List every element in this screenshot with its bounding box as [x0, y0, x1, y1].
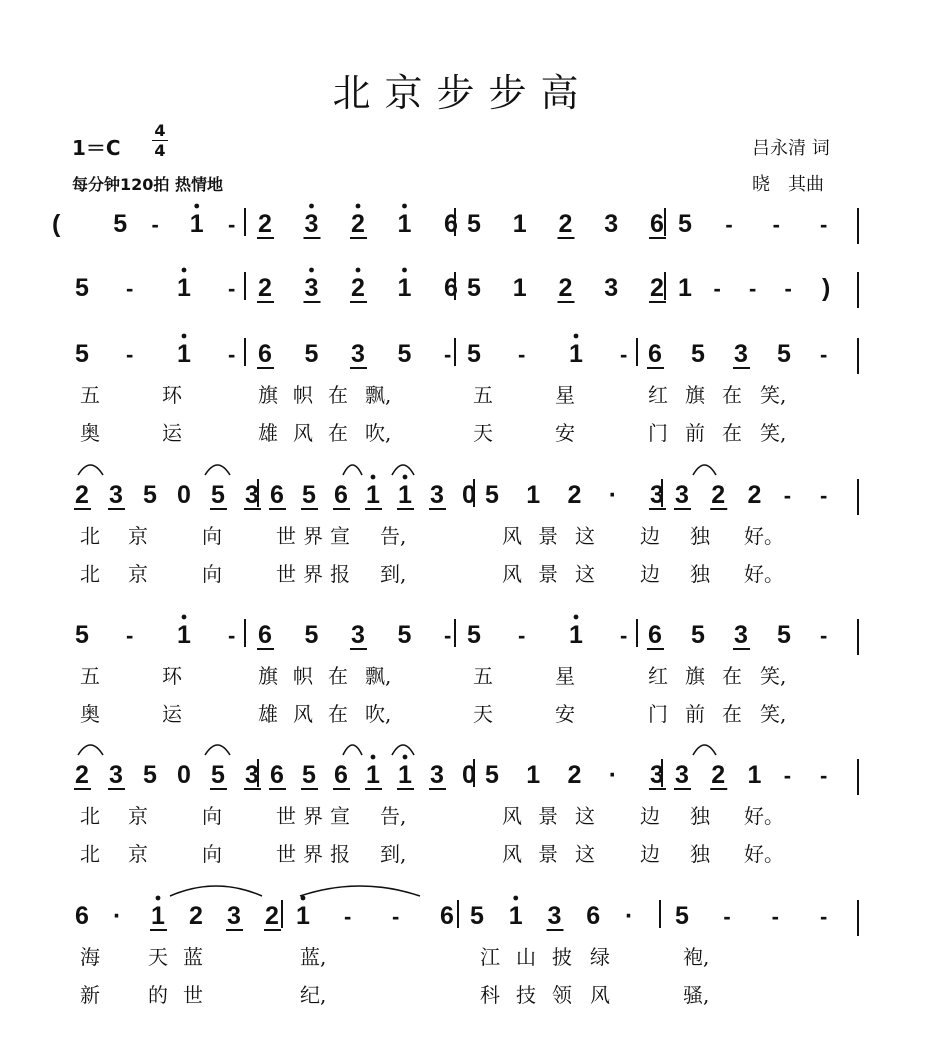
- lyric-word: 独: [690, 804, 710, 828]
- lyric-word: 蓝: [183, 945, 203, 969]
- lyric-word: 吹,: [365, 702, 392, 726]
- note: 3: [227, 902, 241, 930]
- lyric-word: 天: [473, 421, 493, 445]
- sustain-dash: -: [783, 483, 792, 508]
- note: 5: [211, 481, 225, 509]
- lyric-word: 到,: [380, 842, 407, 866]
- note: 1: [397, 274, 412, 302]
- note: 5: [691, 621, 705, 649]
- note: 6: [270, 481, 284, 509]
- lyric-word: 绿: [590, 945, 610, 969]
- lyric-word: 飘,: [365, 664, 392, 688]
- lyric-word: 在: [722, 383, 742, 407]
- lyric-word: 报: [330, 842, 350, 866]
- key-signature: 1＝C: [72, 136, 121, 160]
- sustain-dash: -: [228, 212, 236, 237]
- lyric-word: 边: [640, 524, 660, 548]
- lyric-word: 技: [516, 983, 536, 1007]
- lyric-word: 这: [575, 524, 595, 548]
- note: 3: [245, 761, 259, 789]
- sustain-dash: -: [620, 623, 628, 648]
- sustain-dash: -: [518, 623, 526, 648]
- note: 3: [430, 761, 444, 789]
- note: 1: [569, 340, 583, 368]
- note: 5: [467, 621, 481, 649]
- sustain-dash: -: [771, 904, 779, 929]
- note: 6: [648, 621, 662, 649]
- lyric-word: 边: [640, 562, 660, 586]
- lyric-word: 前: [685, 702, 705, 726]
- note: 2: [75, 481, 89, 509]
- octave-dot: [356, 268, 361, 273]
- lyric-word: 五: [473, 383, 493, 407]
- slur-arc: [343, 465, 362, 475]
- note: 5: [470, 902, 484, 930]
- lyric-word: 安: [555, 421, 575, 445]
- lyric-word: 在: [328, 664, 348, 688]
- sustain-dash: -: [444, 342, 452, 367]
- sustain-dash: -: [772, 212, 780, 237]
- lyric-word: 在: [722, 664, 742, 688]
- note: 3: [351, 340, 365, 368]
- lyric-word: 独: [690, 562, 710, 586]
- note: 1: [398, 761, 412, 789]
- slur-arc: [693, 745, 716, 755]
- note: 1: [189, 210, 204, 238]
- octave-dot: [371, 475, 376, 480]
- octave-dot: [182, 615, 187, 620]
- note: 2: [75, 761, 89, 789]
- lyric-word: 北: [80, 524, 100, 548]
- lyric-word: 世: [276, 842, 296, 866]
- note: 5: [467, 274, 481, 302]
- lyric-word: 向: [202, 524, 222, 548]
- note: 6: [258, 340, 272, 368]
- lyric-word: 界: [303, 524, 323, 548]
- note: 3: [430, 481, 444, 509]
- sustain-dash: -: [749, 276, 757, 301]
- note: 2: [747, 481, 762, 509]
- lyric-word: 独: [690, 842, 710, 866]
- note: 5: [304, 621, 319, 649]
- note: ·: [608, 481, 618, 509]
- note: 3: [245, 481, 259, 509]
- note: 6: [444, 274, 458, 302]
- octave-dot: [301, 896, 306, 901]
- slur-arc: [693, 465, 716, 475]
- note: 5: [397, 621, 412, 649]
- lyric-word: 边: [640, 842, 660, 866]
- note: 5: [485, 481, 499, 509]
- lyric-word: 向: [202, 562, 222, 586]
- lyric-word: 星: [555, 383, 575, 407]
- note: 6: [334, 761, 348, 789]
- note: 1: [397, 210, 412, 238]
- slur-arc: [170, 886, 262, 896]
- note: 2: [258, 274, 272, 302]
- lyricist-credit: 吕永清 词: [752, 138, 830, 159]
- lyric-word: 风: [293, 421, 313, 445]
- note: 2: [567, 761, 582, 789]
- lyric-word: 风: [502, 524, 522, 548]
- note: 1: [366, 481, 380, 509]
- lyric-word: 好。: [744, 804, 784, 828]
- note: 6: [586, 902, 601, 930]
- lyric-word: 北: [80, 804, 100, 828]
- lyric-word: 安: [555, 702, 575, 726]
- lyric-word: 风: [502, 842, 522, 866]
- note: 1: [177, 621, 191, 649]
- sustain-dash: -: [392, 904, 400, 929]
- note: 2: [711, 761, 726, 789]
- sustain-dash: -: [783, 763, 792, 788]
- note: 2: [265, 902, 279, 930]
- lyric-word: 笑,: [760, 664, 787, 688]
- octave-dot: [513, 896, 518, 901]
- song-title: 北京步步高: [332, 71, 593, 115]
- octave-dot: [402, 268, 407, 273]
- note: 6: [75, 902, 89, 930]
- tempo-marking: 每分钟120拍 热情地: [72, 175, 223, 194]
- note: 6: [334, 481, 348, 509]
- octave-dot: [182, 334, 187, 339]
- lyric-word: 好。: [744, 842, 784, 866]
- octave-dot: [309, 204, 314, 209]
- note: 5: [113, 210, 128, 238]
- lyric-word: 袍,: [683, 945, 710, 969]
- lyric-word: 世: [276, 562, 296, 586]
- note: 6: [444, 210, 458, 238]
- note: 5: [777, 340, 791, 368]
- note: 3: [109, 481, 123, 509]
- note: 0: [177, 481, 191, 509]
- octave-dot: [371, 755, 376, 760]
- slur-arc: [205, 465, 230, 475]
- note: 0: [462, 761, 476, 789]
- lyric-word: 在: [328, 702, 348, 726]
- note: ·: [608, 761, 618, 789]
- lyric-word: 飘,: [365, 383, 392, 407]
- lyric-word: 前: [685, 421, 705, 445]
- note: 2: [711, 481, 726, 509]
- note: 3: [650, 481, 664, 509]
- note: 3: [675, 761, 689, 789]
- lyric-word: 雄: [258, 421, 278, 445]
- note: 6: [258, 621, 272, 649]
- lyric-word: 京: [128, 524, 148, 548]
- sustain-dash: -: [620, 342, 628, 367]
- note: 3: [604, 274, 619, 302]
- slur-arc: [343, 745, 362, 755]
- note: 2: [650, 274, 664, 302]
- note: 2: [351, 274, 365, 302]
- note: 5: [777, 621, 791, 649]
- lyric-word: 红: [648, 664, 668, 688]
- note: 2: [558, 210, 573, 238]
- octave-dot: [156, 896, 161, 901]
- lyric-word: 新: [80, 983, 100, 1007]
- sustain-dash: -: [820, 763, 828, 788]
- lyric-word: 世: [276, 804, 296, 828]
- lyric-word: 旗: [258, 664, 278, 688]
- note: 3: [604, 210, 619, 238]
- note: 1: [569, 621, 583, 649]
- octave-dot: [574, 334, 579, 339]
- note: 2: [567, 481, 582, 509]
- note: 1: [366, 761, 380, 789]
- octave-dot: [309, 268, 314, 273]
- note: 3: [650, 761, 664, 789]
- note: 2: [189, 902, 203, 930]
- sustain-dash: -: [784, 276, 792, 301]
- note: 1: [747, 761, 762, 789]
- lyric-word: 环: [162, 664, 182, 688]
- note: 5: [467, 340, 481, 368]
- lyric-word: 旗: [685, 383, 705, 407]
- note: 6: [270, 761, 284, 789]
- lyric-word: 纪,: [300, 983, 327, 1007]
- note: 5: [302, 481, 316, 509]
- lyric-word: 天: [473, 702, 493, 726]
- note: 1: [177, 274, 191, 302]
- lyric-word: 笑,: [760, 383, 787, 407]
- lyric-word: 运: [162, 702, 182, 726]
- lyric-word: 告,: [380, 804, 407, 828]
- octave-dot: [403, 755, 408, 760]
- lyric-word: 京: [128, 804, 148, 828]
- lyric-word: 界: [303, 842, 323, 866]
- lyric-word: 海: [80, 945, 100, 969]
- slur-arc: [392, 465, 414, 475]
- lyric-word: 好。: [744, 562, 784, 586]
- note: 1: [512, 210, 527, 238]
- lyric-word: 在: [722, 421, 742, 445]
- lyric-word: 到,: [380, 562, 407, 586]
- lyric-word: 山: [516, 945, 536, 969]
- lyric-word: 报: [330, 562, 350, 586]
- note: 5: [304, 340, 319, 368]
- lyric-word: 江: [480, 945, 500, 969]
- note: 1: [151, 902, 165, 930]
- note: 1: [678, 274, 692, 302]
- note: 3: [734, 621, 748, 649]
- lyric-word: 北: [80, 562, 100, 586]
- note: ·: [625, 902, 634, 930]
- lyric-word: 风: [502, 562, 522, 586]
- lyric-word: 骚,: [683, 983, 710, 1007]
- lyric-word: 领: [552, 983, 572, 1007]
- note: 3: [734, 340, 748, 368]
- note: 5: [302, 761, 316, 789]
- lyric-word: 披: [552, 945, 572, 969]
- lyric-word: 世: [276, 524, 296, 548]
- sustain-dash: -: [126, 342, 134, 367]
- note: 5: [211, 761, 225, 789]
- lyric-word: 景: [538, 804, 558, 828]
- lyric-word: 这: [575, 562, 595, 586]
- lyric-word: 边: [640, 804, 660, 828]
- lyric-word: 界: [303, 804, 323, 828]
- composer-credit: 晓 其曲: [752, 174, 824, 195]
- lyric-word: 雄: [258, 702, 278, 726]
- lyric-word: 告,: [380, 524, 407, 548]
- lyric-word: 界: [303, 562, 323, 586]
- note: 5: [467, 210, 481, 238]
- bracket: ): [822, 274, 831, 302]
- lyric-word: 在: [722, 702, 742, 726]
- sustain-dash: -: [228, 342, 236, 367]
- note: 1: [398, 481, 412, 509]
- octave-dot: [403, 475, 408, 480]
- lyric-word: 景: [538, 562, 558, 586]
- sustain-dash: -: [228, 276, 236, 301]
- lyric-word: 宣: [330, 524, 350, 548]
- sustain-dash: -: [820, 904, 828, 929]
- octave-dot: [356, 204, 361, 209]
- note: 1: [512, 274, 527, 302]
- sustain-dash: -: [820, 623, 828, 648]
- lyric-word: 门: [648, 421, 668, 445]
- note: 3: [109, 761, 123, 789]
- note: 5: [485, 761, 499, 789]
- note: 5: [143, 481, 157, 509]
- note: 6: [650, 210, 664, 238]
- lyric-word: 北: [80, 842, 100, 866]
- lyric-word: 吹,: [365, 421, 392, 445]
- lyric-word: 笑,: [760, 702, 787, 726]
- lyric-word: 五: [473, 664, 493, 688]
- sustain-dash: -: [344, 904, 352, 929]
- lyric-word: 旗: [258, 383, 278, 407]
- note: 5: [691, 340, 705, 368]
- note: 5: [75, 621, 89, 649]
- note: 1: [296, 902, 310, 930]
- note: 2: [351, 210, 365, 238]
- note: 1: [526, 761, 541, 789]
- note: 6: [440, 902, 454, 930]
- note: 0: [462, 481, 476, 509]
- note: 5: [75, 274, 89, 302]
- note: 6: [648, 340, 662, 368]
- note: 1: [508, 902, 523, 930]
- slur-arc: [78, 465, 103, 475]
- lyric-word: 世: [183, 983, 203, 1007]
- sustain-dash: -: [713, 276, 721, 301]
- lyric-word: 这: [575, 804, 595, 828]
- sustain-dash: -: [723, 904, 731, 929]
- slur-arc: [300, 886, 420, 896]
- lyric-word: 在: [328, 421, 348, 445]
- lyric-word: 这: [575, 842, 595, 866]
- lyric-word: 奥: [80, 702, 100, 726]
- note: 5: [675, 902, 689, 930]
- lyric-word: 风: [590, 983, 610, 1007]
- sustain-dash: -: [126, 276, 134, 301]
- sustain-dash: -: [228, 623, 236, 648]
- sustain-dash: -: [725, 212, 733, 237]
- lyric-word: 风: [502, 804, 522, 828]
- note: 3: [304, 210, 319, 238]
- lyric-word: 帜: [293, 383, 313, 407]
- sustain-dash: -: [444, 623, 452, 648]
- time-signature-top: 4: [154, 121, 166, 140]
- lyric-word: 独: [690, 524, 710, 548]
- slur-arc: [205, 745, 230, 755]
- note: 3: [304, 274, 319, 302]
- bracket: (: [52, 210, 61, 238]
- slur-arc: [392, 745, 414, 755]
- lyric-word: 京: [128, 842, 148, 866]
- lyric-word: 蓝,: [300, 945, 327, 969]
- lyric-word: 运: [162, 421, 182, 445]
- lyric-word: 京: [128, 562, 148, 586]
- lyric-word: 景: [538, 842, 558, 866]
- octave-dot: [402, 204, 407, 209]
- note: 2: [258, 210, 272, 238]
- lyric-word: 环: [162, 383, 182, 407]
- note: 0: [177, 761, 191, 789]
- note: 5: [75, 340, 89, 368]
- note: 1: [177, 340, 191, 368]
- lyric-word: 五: [80, 664, 100, 688]
- note: 3: [547, 902, 562, 930]
- lyric-word: 奥: [80, 421, 100, 445]
- lyric-word: 好。: [744, 524, 784, 548]
- lyric-word: 的: [148, 983, 168, 1007]
- lyric-word: 向: [202, 842, 222, 866]
- lyric-word: 红: [648, 383, 668, 407]
- sustain-dash: -: [820, 212, 828, 237]
- note: 2: [558, 274, 573, 302]
- lyric-word: 笑,: [760, 421, 787, 445]
- lyric-word: 帜: [293, 664, 313, 688]
- lyric-word: 星: [555, 664, 575, 688]
- note: 5: [397, 340, 412, 368]
- slur-arc: [78, 745, 103, 755]
- sustain-dash: -: [151, 212, 159, 237]
- note: 5: [143, 761, 157, 789]
- time-signature-bottom: 4: [154, 141, 166, 160]
- sustain-dash: -: [820, 342, 828, 367]
- note: 3: [351, 621, 365, 649]
- lyric-word: 天: [148, 945, 168, 969]
- note: 5: [678, 210, 692, 238]
- lyric-word: 旗: [685, 664, 705, 688]
- octave-dot: [574, 615, 579, 620]
- octave-dot: [182, 268, 187, 273]
- octave-dot: [194, 204, 199, 209]
- note: ·: [113, 902, 122, 930]
- lyric-word: 宣: [330, 804, 350, 828]
- lyric-word: 五: [80, 383, 100, 407]
- sustain-dash: -: [126, 623, 134, 648]
- lyric-word: 风: [293, 702, 313, 726]
- lyric-word: 在: [328, 383, 348, 407]
- lyric-word: 门: [648, 702, 668, 726]
- note: 3: [675, 481, 689, 509]
- note: 1: [526, 481, 541, 509]
- lyric-word: 景: [538, 524, 558, 548]
- lyric-word: 向: [202, 804, 222, 828]
- sustain-dash: -: [518, 342, 526, 367]
- lyric-word: 科: [480, 983, 500, 1007]
- sustain-dash: -: [820, 483, 828, 508]
